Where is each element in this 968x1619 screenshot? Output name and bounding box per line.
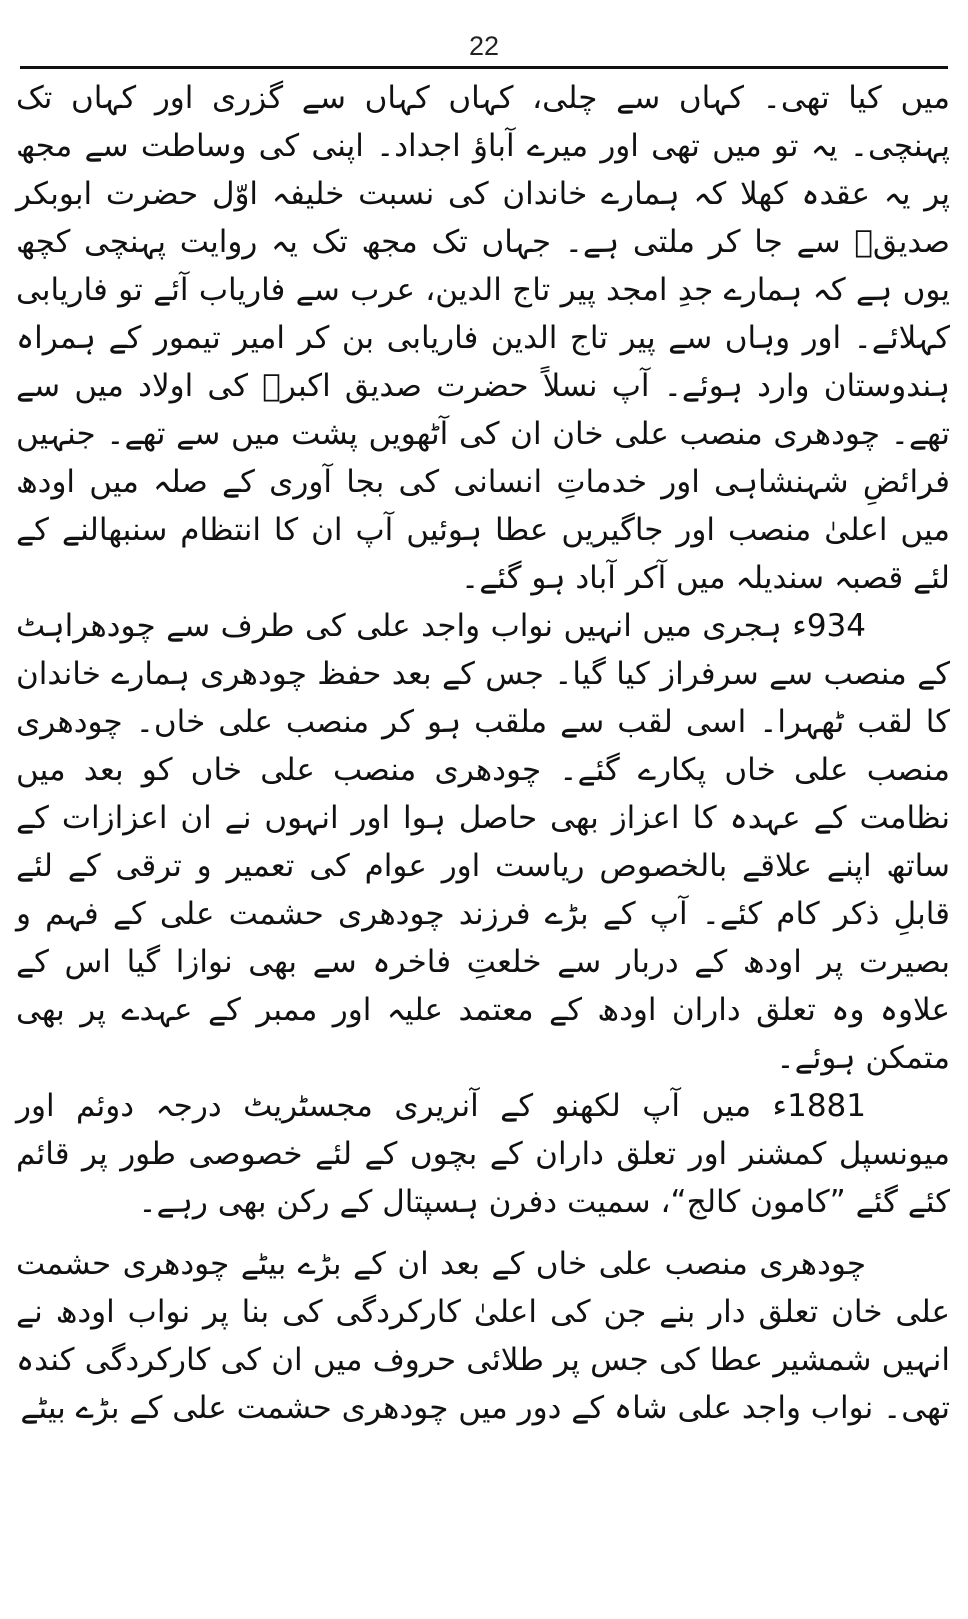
paragraph-4: چودھری منصب علی خاں کے بعد ان کے بڑے بیٹے چودھری حشمت علی خان تعلق دار بنے جن کی اعلیٰ کارکردگی کی بنا پر نواب اودھ نے انہیں شمشیر عطا کی جس پر طلائی حروف میں ان کی کارکردگی کندہ تھی۔ نواب واجد علی شاہ کے دور میں چودھری حشمت علی کے بڑے بیٹے (16, 1246, 950, 1426)
paragraph-2: 934ء ہجری میں انہیں نواب واجد علی کی طرف سے چودھراہٹ کے منصب سے سرفراز کیا گیا۔ جس کے بعد حفظ چودھری ہمارے خاندان کا لقب ٹھہرا۔ اسی لقب سے ملقب ہو کر منصب علی خاں۔ چودھری منصب علی خاں پکارے گئے۔ چودھری منصب علی خاں کو بعد میں نظامت کے عہدہ کا اعزاز بھی حاصل ہوا اور انہوں نے ان اعزازات کے ساتھ اپنے علاقے بالخصوص ریاست اور عوام کی تعمیر و ترقی کے لئے قابلِ ذکر کام کئے۔ آپ کے بڑے فرزند چودھری حشمت علی کے فہم و بصیرت پر اودھ کے دربار سے خلعتِ فاخرہ سے بھی نوازا گیا اس کے علاوہ وہ تعلق داران اودھ کے معتمد علیہ اور ممبر کے عہدے پر بھی متمکن ہوئے۔ (16, 608, 950, 1076)
page-number: 22 (468, 31, 500, 61)
paragraph-3: 1881ء میں آپ لکھنو کے آنریری مجسٹریٹ درجہ دوئم اور میونسپل کمشنر اور تعلق داران کے بچوں کے لئے خصوصی طور پر قائم کئے گئے ”کامون کالج“، سمیت دفرن ہسپتال کے رکن بھی رہے۔ (16, 1088, 950, 1220)
header-rule (20, 66, 948, 69)
page-body (16, 74, 950, 1614)
paragraph-1: میں کیا تھی۔ کہاں سے چلی، کہاں کہاں سے گزری اور کہاں تک پہنچی۔ یہ تو میں تھی اور میرے آباؤ اجداد۔ اپنی کی وساطت سے مجھ پر یہ عقدہ کھلا کہ ہمارے خاندان کی نسبت خلیفہ اوّل حضرت ابوبکر صدیقؓ سے جا کر ملتی ہے۔ جہاں تک مجھ تک یہ روایت پہنچی کچھ یوں ہے کہ ہمارے جدِ امجد پیر تاج الدین، عرب سے فاریاب آئے تو فاریابی کہلائے۔ اور وہاں سے پیر تاج الدین فاریابی بن کر امیر تیمور کے ہمراہ ہندوستان وارد ہوئے۔ آپ نسلاً حضرت صدیق اکبرؓ کی اولاد میں سے تھے۔ چودھری منصب علی خان ان کی آٹھویں پشت میں سے تھے۔ جنہیں فرائضِ شہنشاہی اور خدماتِ انسانی کی بجا آوری کے صلہ میں اودھ میں اعلیٰ منصب اور جاگیریں عطا ہوئیں آپ ان کا انتظام سنبھالنے کے لئے قصبہ سندیلہ میں آکر آباد ہو گئے۔ (16, 80, 950, 596)
